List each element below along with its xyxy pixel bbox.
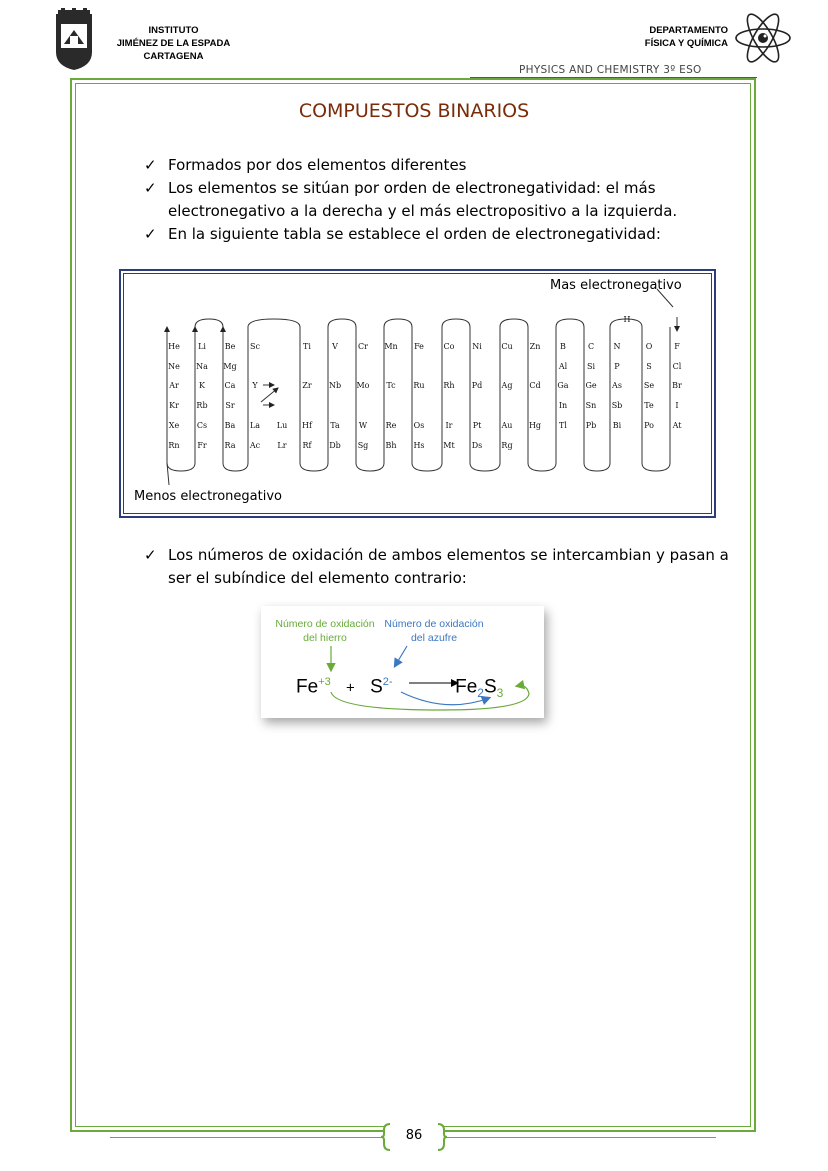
bullet-text: En la siguiente tabla se establece el orden de electronegatividad: bbox=[168, 225, 661, 243]
element-symbol: Rh bbox=[443, 381, 455, 390]
sulfur-label-line: del azufre bbox=[410, 632, 458, 644]
bullet-item bbox=[144, 544, 734, 590]
element-symbol: Bh bbox=[385, 441, 397, 450]
element-symbol: Mt bbox=[443, 441, 455, 450]
department-line: DEPARTAMENTO bbox=[649, 25, 728, 36]
element-symbol: Ba bbox=[224, 421, 236, 430]
element-symbol: Zr bbox=[302, 381, 312, 390]
element-symbol: Ge bbox=[585, 381, 597, 390]
institution-line: INSTITUTO bbox=[148, 25, 199, 36]
element-symbol: Ne bbox=[168, 362, 180, 371]
plus-sign: + bbox=[346, 679, 355, 697]
element-symbol: O bbox=[645, 342, 653, 351]
element-symbol: H bbox=[623, 315, 631, 324]
institution-name bbox=[106, 24, 241, 63]
element-symbol: Sg bbox=[357, 441, 369, 450]
element-symbol: N bbox=[613, 342, 621, 351]
element-symbol: Hg bbox=[528, 421, 542, 430]
element-symbol: In bbox=[558, 401, 568, 410]
element-symbol: K bbox=[199, 381, 205, 390]
serpentine-turn bbox=[442, 319, 470, 327]
element-symbol: C bbox=[587, 342, 595, 351]
check-icon: ✓ bbox=[144, 546, 157, 564]
serpentine-turn bbox=[556, 319, 584, 327]
element-symbol: Ga bbox=[557, 381, 569, 390]
element-symbol: I bbox=[675, 401, 679, 410]
element-symbol: Xe bbox=[168, 421, 180, 430]
element-symbol: Li bbox=[198, 342, 206, 351]
element-symbol: Y bbox=[252, 381, 258, 390]
element-symbol: Db bbox=[329, 441, 341, 450]
serpentine-turn bbox=[195, 319, 223, 327]
element-symbol: Be bbox=[224, 342, 236, 351]
element-symbol: Ds bbox=[471, 441, 483, 450]
element-symbol: Sn bbox=[585, 401, 597, 410]
iron-charge: +3 bbox=[318, 676, 331, 688]
oxidation-bullet-list bbox=[144, 544, 734, 590]
element-symbol: Lr bbox=[277, 441, 287, 450]
element-symbol: Br bbox=[672, 381, 682, 390]
element-symbol: Ac bbox=[249, 441, 261, 450]
serpentine-turn bbox=[642, 463, 670, 471]
element-symbol: Cl bbox=[672, 362, 682, 371]
element-symbol: Zn bbox=[529, 342, 541, 351]
bullet-item bbox=[144, 154, 724, 177]
element-symbol: Po bbox=[644, 421, 654, 430]
atom-icon bbox=[734, 8, 792, 68]
check-icon: ✓ bbox=[144, 156, 157, 174]
element-symbol: Ru bbox=[413, 381, 425, 390]
subject-label: PHYSICS AND CHEMISTRY 3º ESO bbox=[519, 64, 702, 76]
element-symbol: Ar bbox=[169, 381, 179, 390]
element-symbol: Ra bbox=[224, 441, 236, 450]
serpentine-turn bbox=[384, 319, 412, 327]
serpentine-turn bbox=[584, 463, 610, 471]
element-symbol: Os bbox=[413, 421, 425, 430]
element-symbol: Re bbox=[385, 421, 397, 430]
element-symbol: Co bbox=[443, 342, 455, 351]
element-symbol: Fr bbox=[197, 441, 207, 450]
element-symbol: Na bbox=[196, 362, 208, 371]
iron-label-line: del hierro bbox=[303, 632, 347, 644]
element-symbol: At bbox=[672, 421, 682, 430]
sulfur-symbol: S bbox=[370, 676, 383, 698]
element-symbol: Ta bbox=[330, 421, 340, 430]
serpentine-turn bbox=[167, 463, 195, 471]
element-symbol: Sr bbox=[225, 401, 235, 410]
element-symbol: Ca bbox=[224, 381, 236, 390]
bullet-text: Los números de oxidación de ambos elementos se intercambian y pasan a ser el subíndice del elemento contrario: bbox=[168, 546, 729, 587]
element-symbol: Rn bbox=[168, 441, 180, 450]
element-symbol: Rb bbox=[196, 401, 208, 410]
element-symbol: Ag bbox=[501, 381, 513, 390]
institution-line: JIMÉNEZ DE LA ESPADA bbox=[116, 38, 231, 49]
element-symbol: Mn bbox=[384, 342, 398, 351]
element-symbol: Ir bbox=[445, 421, 453, 430]
element-symbol: Cu bbox=[501, 342, 513, 351]
element-symbol: La bbox=[249, 421, 261, 430]
bullet-text: Los elementos se sitúan por orden de electronegatividad: el más electronegativo a la derecha y el más electropositivo a la izquierda. bbox=[168, 179, 678, 220]
element-symbol: P bbox=[614, 362, 620, 371]
iron-symbol: Fe bbox=[296, 676, 319, 698]
element-symbol: Sb bbox=[611, 401, 623, 410]
element-symbol: Al bbox=[558, 362, 568, 371]
check-icon: ✓ bbox=[144, 225, 157, 243]
element-symbol: Cr bbox=[358, 342, 368, 351]
sulfur-label-arrow bbox=[395, 646, 407, 666]
element-symbol: Rg bbox=[501, 441, 513, 450]
element-symbol: S bbox=[646, 362, 652, 371]
element-symbol: Kr bbox=[169, 401, 179, 410]
serpentine-turn bbox=[328, 319, 356, 327]
element-symbol: Hf bbox=[302, 421, 312, 430]
bullet-text: Formados por dos elementos diferentes bbox=[168, 156, 467, 174]
iron-label-line: Número de oxidación bbox=[275, 618, 375, 630]
element-symbol: Rf bbox=[302, 441, 312, 450]
element-symbol: Se bbox=[643, 381, 655, 390]
serpentine-turn bbox=[248, 319, 300, 327]
most-electronegative-label: Mas electronegativo bbox=[550, 278, 682, 293]
element-symbol: B bbox=[560, 342, 566, 351]
product-sulfur: S bbox=[483, 676, 497, 698]
element-symbol: Pt bbox=[472, 421, 482, 430]
serpentine-turn bbox=[500, 319, 528, 327]
intro-bullet-list bbox=[144, 154, 724, 246]
page-title: COMPUESTOS BINARIOS bbox=[298, 100, 530, 122]
serpentine-turn bbox=[470, 463, 500, 471]
lanthanide-link bbox=[261, 388, 278, 402]
least-electronegative-label: Menos electronegativo bbox=[134, 489, 282, 504]
element-symbol: Fe bbox=[414, 342, 424, 351]
element-symbol: Mg bbox=[223, 362, 237, 371]
serpentine-turn bbox=[300, 463, 328, 471]
element-symbol: Sc bbox=[250, 342, 260, 351]
check-icon: ✓ bbox=[144, 179, 157, 197]
element-symbol: Cs bbox=[196, 421, 208, 430]
element-symbol: Mo bbox=[356, 381, 370, 390]
bullet-item bbox=[144, 177, 724, 223]
electronegativity-diagram bbox=[125, 275, 710, 512]
department-name bbox=[645, 24, 728, 50]
element-symbol: As bbox=[612, 381, 622, 390]
page-number: 86 bbox=[405, 1128, 423, 1143]
sulfur-charge: 2- bbox=[382, 676, 393, 688]
element-symbol: Bi bbox=[612, 421, 622, 430]
element-symbol: Lu bbox=[276, 421, 288, 430]
serpentine-turn bbox=[223, 463, 248, 471]
product-iron-subscript: 2 bbox=[477, 686, 484, 701]
oxidation-equation bbox=[296, 670, 503, 705]
product-sulfur-subscript: 3 bbox=[496, 686, 504, 701]
element-symbol: Si bbox=[586, 362, 596, 371]
element-symbol: Ni bbox=[472, 342, 482, 351]
school-crest-icon bbox=[52, 8, 96, 72]
element-symbol: He bbox=[168, 342, 180, 351]
serpentine-turn bbox=[528, 463, 556, 471]
serpentine-turn bbox=[356, 463, 384, 471]
element-symbol: Tl bbox=[559, 421, 567, 430]
element-symbol: Cd bbox=[529, 381, 541, 390]
department-line: FÍSICA Y QUÍMICA bbox=[644, 38, 728, 49]
bullet-item bbox=[144, 223, 724, 246]
product-iron: Fe bbox=[455, 676, 478, 698]
element-symbol: Ti bbox=[303, 342, 311, 351]
element-symbol: F bbox=[674, 342, 680, 351]
element-symbol: Hs bbox=[413, 441, 425, 450]
element-symbol: Tc bbox=[386, 381, 396, 390]
element-symbol: W bbox=[358, 421, 368, 430]
element-symbol: Pd bbox=[471, 381, 483, 390]
element-symbol: V bbox=[332, 342, 338, 351]
element-symbol: Au bbox=[501, 421, 513, 430]
institution-line: CARTAGENA bbox=[143, 51, 204, 62]
element-symbol: Pb bbox=[585, 421, 597, 430]
sulfur-label-line: Número de oxidación bbox=[384, 618, 484, 630]
element-symbol: Te bbox=[644, 401, 654, 410]
element-symbol: Nb bbox=[328, 381, 342, 390]
serpentine-turn bbox=[412, 463, 442, 471]
